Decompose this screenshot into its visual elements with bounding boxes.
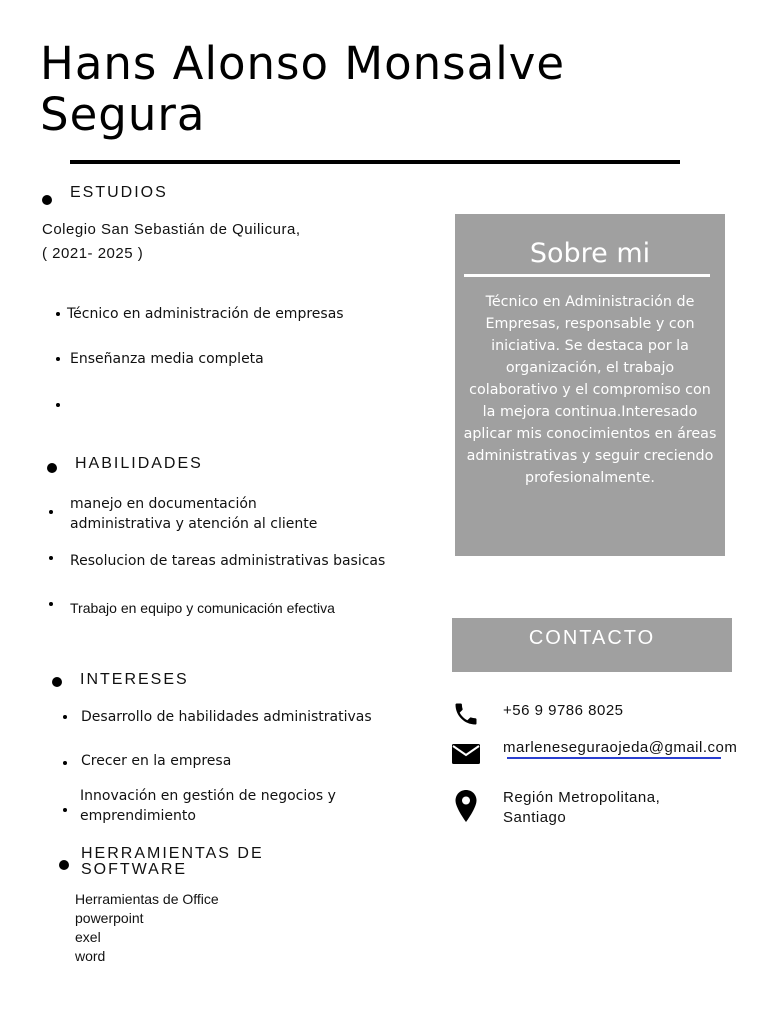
tool-item: powerpoint xyxy=(75,910,144,926)
tool-item: word xyxy=(75,948,106,964)
list-bullet xyxy=(63,808,67,812)
section-title-habilidades: HABILIDADES xyxy=(75,455,203,472)
name-divider xyxy=(70,160,680,164)
contact-location: Región Metropolitana, Santiago xyxy=(503,789,661,826)
section-title-intereses: INTERESES xyxy=(80,671,189,688)
estudios-item: Técnico en administración de empresas xyxy=(67,306,344,322)
list-bullet xyxy=(56,312,60,316)
estudios-item: Enseñanza media completa xyxy=(70,351,264,367)
habilidad-item: manejo en documentación administrativa y atención al cliente xyxy=(70,496,318,532)
list-bullet xyxy=(56,403,60,407)
about-text: Técnico en Administración de Empresas, responsable y con iniciativa. Se destaca por la organización, el trabajo colaborativo y el compromiso con la mejora continua.Interesado aplicar mis conocimientos en áreas administrativas y seguir creciendo profesionalmente. xyxy=(463,294,717,486)
section-bullet xyxy=(59,860,69,870)
interes-item: Crecer en la empresa xyxy=(81,753,232,769)
contact-phone: +56 9 9786 8025 xyxy=(503,702,624,719)
habilidad-item: Resolucion de tareas administrativas basicas xyxy=(70,553,386,569)
location-pin-icon xyxy=(454,789,478,823)
tool-item: Herramientas de Office xyxy=(75,891,219,907)
list-bullet xyxy=(49,510,53,514)
contact-title: CONTACTO xyxy=(528,627,656,649)
habilidad-item: Trabajo en equipo y comunicación efectiva xyxy=(70,600,335,616)
section-title-estudios: ESTUDIOS xyxy=(70,184,168,201)
mail-icon xyxy=(451,741,481,767)
list-bullet xyxy=(49,556,53,560)
school-years: ( 2021- 2025 ) xyxy=(42,245,144,262)
contact-email[interactable]: marleneseguraojeda@gmail.com xyxy=(503,739,738,756)
tools-list xyxy=(75,890,219,966)
interes-item: Desarrollo de habilidades administrativas xyxy=(81,709,372,725)
school-name: Colegio San Sebastián de Quilicura, xyxy=(42,221,301,238)
school-info xyxy=(42,218,300,266)
cv-name: Hans Alonso Monsalve Segura xyxy=(40,37,566,141)
section-bullet xyxy=(47,463,57,473)
list-bullet xyxy=(49,602,53,606)
phone-icon xyxy=(452,700,480,728)
section-bullet xyxy=(42,195,52,205)
interes-item: Innovación en gestión de negocios y emprendimiento xyxy=(80,788,336,824)
list-bullet xyxy=(56,357,60,361)
list-bullet xyxy=(63,715,67,719)
about-title: Sobre mi xyxy=(529,238,651,269)
section-bullet xyxy=(52,677,62,687)
tool-item: exel xyxy=(75,929,101,945)
list-bullet xyxy=(63,761,67,765)
email-underline xyxy=(507,757,721,759)
about-divider xyxy=(464,274,710,277)
section-title-herramientas: HERRAMIENTAS DE SOFTWARE xyxy=(81,845,264,878)
